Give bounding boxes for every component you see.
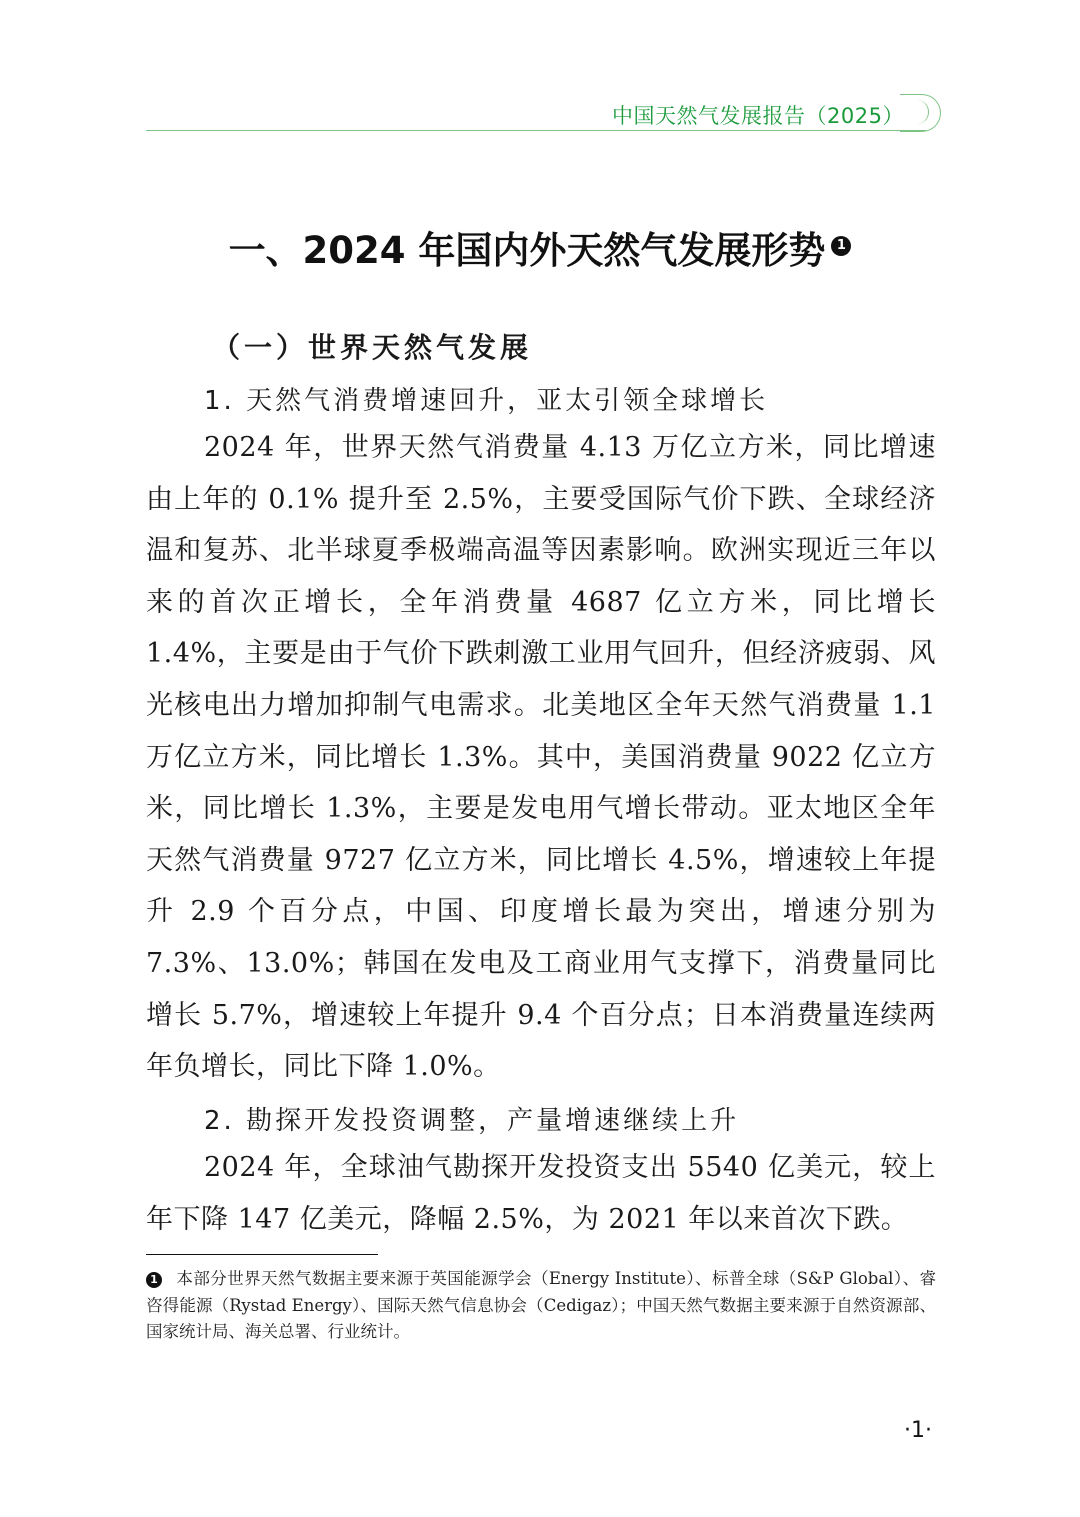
footnote-text: 本部分世界天然气数据主要来源于英国能源学会（Energy Institute）、标普全球（S&P Global）、睿咨得能源（Rystad Energy）、国际天然气信息协会（Cedigaz）；中国天然气数据主要来源于自然资源部、国家统计局、海关总署、行业统计。 [146,1269,936,1341]
footnote [146,1266,936,1346]
footnote-number: 1 [146,1272,162,1288]
footnote-rule [146,1254,378,1255]
paragraph-1: 2024 年，世界天然气消费量 4.13 万亿立方米，同比增速由上年的 0.1% 提升至 2.5%，主要受国际气价下跌、全球经济温和复苏、北半球夏季极端高温等因素影响。欧洲实现近三年以来的首次正增长，全年消费量 4687 亿立方米，同比增长 1.4%，主要是由于气价下跌刺激工业用气回升，但经济疲弱、风光核电出力增加抑制气电需求。北美地区全年天然气消费量 1.1 万亿立方米，同比增长 1.3%。其中，美国消费量 9022 亿立方米，同比增长 1.3%，主要是发电用气增长带动。亚太地区全年天然气消费量 9727 亿立方米，同比增长 4.5%，增速较上年提升 2.9 个百分点，中国、印度增长最为突出，增速分别为 7.3%、13.0%；韩国在发电及工商业用气支撑下，消费量同比增长 5.7%，增速较上年提升 9.4 个百分点；日本消费量连续两年负增长，同比下降 1.0%。 [146,432,936,1083]
header-decoration-inner [906,100,929,124]
paragraph-2: 2024 年，全球油气勘探开发投资支出 5540 亿美元，较上年下降 147 亿美元，降幅 2.5%，为 2021 年以来首次下跌。 [146,1152,936,1235]
footnote-marker[interactable]: 1 [831,236,851,256]
chapter-title-text: 一、2024 年国内外天然气发展形势 [228,229,826,272]
running-header-title: 中国天然气发展报告（2025） [612,104,904,128]
chapter-title [0,220,1080,274]
subsection-heading-1: 1. 天然气消费增速回升，亚太引领全球增长 [204,386,769,416]
header-rule [146,130,926,131]
subsection-heading-2: 2. 勘探开发投资调整，产量增速继续上升 [204,1106,740,1136]
section-heading: （一）世界天然气发展 [212,331,533,364]
page-number: ·1· [904,1418,932,1443]
